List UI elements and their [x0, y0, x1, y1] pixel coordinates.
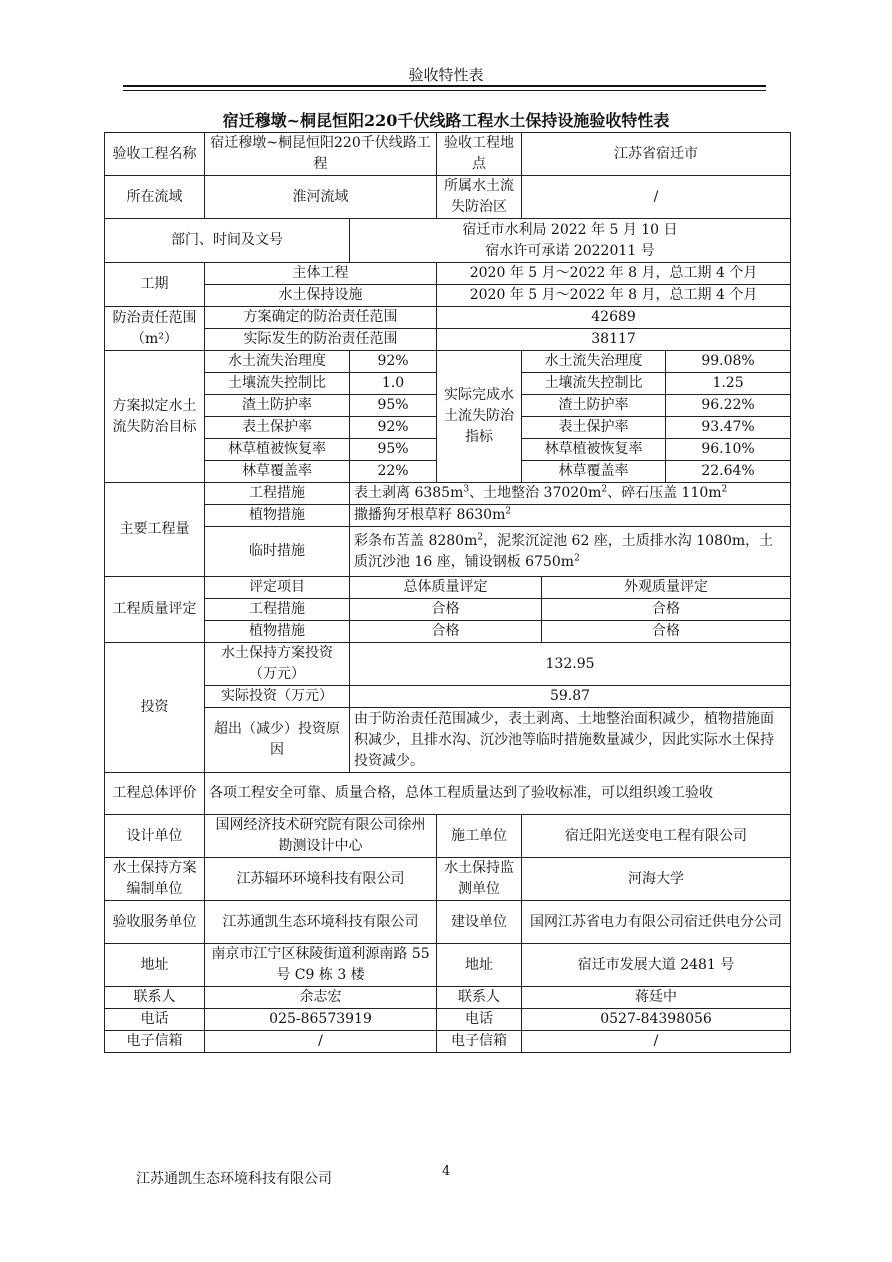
email-value: /	[205, 1031, 437, 1053]
basin-value: 淮河流域	[205, 176, 437, 219]
sup-3: 3	[463, 484, 470, 495]
works-eng-b: 、土地整治 37020m	[469, 485, 602, 501]
target-actual-name: 土壤流失控制比	[522, 373, 666, 395]
construct-label: 施工单位	[437, 815, 522, 858]
invest-plan-value: 132.95	[350, 643, 791, 686]
email-label: 电子信箱	[105, 1031, 205, 1053]
row-scope-plan	[105, 307, 791, 329]
row-evaluation	[105, 773, 791, 815]
works-eng-a: 表土剥离 6385m	[354, 485, 464, 501]
row-works-veg	[105, 505, 791, 527]
invest-diff-value: 由于防治责任范围减少，表土剥离、土地整治面积减少，植物措施面积减少，且排水沟、沉沙池等临时措施数量减少，因此实际水土保持投资减少。	[350, 708, 791, 773]
build-label: 建设单位	[437, 901, 522, 944]
approval-value	[350, 219, 791, 263]
row-scope-actual	[105, 329, 791, 351]
row-invest-actual	[105, 686, 791, 708]
target-actual-name: 表土保护率	[522, 417, 666, 439]
table-title: 宿迁穆墩~桐昆恒阳220千伏线路工程水土保持设施验收特性表	[222, 111, 670, 130]
target-actual-name: 林草植被恢复率	[522, 439, 666, 461]
target-actual-value: 96.10%	[666, 439, 791, 461]
period-main-value: 2020 年 5 月～2022 年 8 月，总工期 4 个月	[437, 263, 791, 285]
row-works-tmp	[105, 527, 791, 577]
email2-value: /	[522, 1031, 791, 1053]
works-tmp-label: 临时措施	[205, 527, 350, 577]
works-tmp-a: 彩条布苫盖 8280m	[354, 532, 478, 549]
targets-plan-label: 方案拟定水土流失防治目标	[105, 351, 205, 483]
quality-item-label: 评定项目	[205, 577, 350, 599]
period-swc-value: 2020 年 5 月～2022 年 8 月，总工期 4 个月	[437, 285, 791, 307]
phone2-value: 0527-84398056	[522, 1009, 791, 1031]
quality-veg-appearance: 合格	[542, 621, 791, 643]
project-location-label: 验收工程地点	[437, 133, 522, 176]
invest-plan-label: 水土保持方案投资（万元）	[205, 643, 350, 686]
scope-actual-value: 38117	[437, 329, 791, 351]
period-main-label: 主体工程	[205, 263, 437, 285]
approval-line-1: 宿迁市水利局 2022 年 5 月 10 日	[462, 221, 678, 238]
design-value: 国网经济技术研究院有限公司徐州勘测设计中心	[205, 815, 437, 858]
quality-overall-label: 总体质量评定	[350, 577, 542, 599]
row-period-swc	[105, 285, 791, 307]
basin-label: 所在流域	[105, 176, 205, 219]
row-email	[105, 1031, 791, 1053]
zone-value: /	[522, 176, 791, 219]
row-service-unit	[105, 901, 791, 944]
target-name: 土壤流失控制比	[205, 373, 350, 395]
project-name-label: 验收工程名称	[105, 133, 205, 176]
scope-label: 防治责任范围（m²）	[105, 307, 205, 351]
project-location-value: 江苏省宿迁市	[522, 133, 791, 176]
works-veg-value	[350, 505, 791, 527]
row-design-unit	[105, 815, 791, 858]
target-actual-value: 96.22%	[666, 395, 791, 417]
target-actual-name: 渣土防护率	[522, 395, 666, 417]
target-plan-value: 92%	[350, 351, 437, 373]
target-plan-value: 1.0	[350, 373, 437, 395]
page-number: 4	[442, 1164, 451, 1179]
sup-2: 2	[505, 506, 512, 517]
project-name-value: 宿迁穆墩~桐昆恒阳220千伏线路工程	[205, 133, 437, 176]
footer-company: 江苏通凯生态环境科技有限公司	[136, 1171, 332, 1187]
works-eng-value	[350, 483, 791, 505]
target-actual-value: 22.64%	[666, 461, 791, 483]
quality-eng-label: 工程措施	[205, 599, 350, 621]
quality-veg-overall: 合格	[350, 621, 542, 643]
target-name: 表土保护率	[205, 417, 350, 439]
contact2-value: 蒋廷中	[522, 987, 791, 1009]
plan-unit-label: 水土保持方案编制单位	[105, 858, 205, 901]
contact-label: 联系人	[105, 987, 205, 1009]
page-header: 验收特性表	[408, 66, 484, 84]
construct-value: 宿迁阳光送变电工程有限公司	[522, 815, 791, 858]
service-value: 江苏通凯生态环境科技有限公司	[205, 901, 437, 944]
sup-2: 2	[721, 484, 728, 495]
works-eng-label: 工程措施	[205, 483, 350, 505]
monitor-label: 水土保持监测单位	[437, 858, 522, 901]
investment-label: 投资	[105, 643, 205, 773]
targets-actual-label: 实际完成水土流失防治指标	[437, 351, 522, 483]
target-row	[105, 351, 791, 373]
row-address	[105, 944, 791, 987]
period-label: 工期	[105, 263, 205, 307]
zone-label: 所属水土流失防治区	[437, 176, 522, 219]
row-approval	[105, 219, 791, 263]
works-eng-c: 、碎石压盖 110m	[607, 485, 722, 501]
invest-actual-value: 59.87	[350, 686, 791, 708]
target-plan-value: 22%	[350, 461, 437, 483]
approval-line-2: 宿水许可承诺 2022011 号	[485, 242, 655, 259]
address-label: 地址	[105, 944, 205, 987]
row-quality-eng	[105, 599, 791, 621]
works-tmp-value	[350, 527, 791, 577]
quality-eng-appearance: 合格	[542, 599, 791, 621]
works-veg-label: 植物措施	[205, 505, 350, 527]
row-quality-head	[105, 577, 791, 599]
acceptance-table	[104, 132, 791, 1053]
quality-veg-label: 植物措施	[205, 621, 350, 643]
invest-actual-label: 实际投资（万元）	[205, 686, 350, 708]
row-period-main	[105, 263, 791, 285]
target-actual-value: 99.08%	[666, 351, 791, 373]
monitor-value: 河海大学	[522, 858, 791, 901]
period-swc-label: 水土保持设施	[205, 285, 437, 307]
target-name: 渣土防护率	[205, 395, 350, 417]
phone-label: 电话	[105, 1009, 205, 1031]
header-rule-thin	[123, 90, 766, 91]
scope-actual-label: 实际发生的防治责任范围	[205, 329, 437, 351]
target-actual-value: 93.47%	[666, 417, 791, 439]
row-project-name	[105, 133, 791, 176]
build-value: 国网江苏省电力有限公司宿迁供电分公司	[522, 901, 791, 944]
target-name: 林草覆盖率	[205, 461, 350, 483]
scope-plan-value: 42689	[437, 307, 791, 329]
contact-value: 余志宏	[205, 987, 437, 1009]
quality-appearance-label: 外观质量评定	[542, 577, 791, 599]
sup-2: 2	[477, 531, 484, 542]
plan-unit-value: 江苏辐环环境科技有限公司	[205, 858, 437, 901]
works-label: 主要工程量	[105, 483, 205, 577]
row-contact	[105, 987, 791, 1009]
row-invest-diff	[105, 708, 791, 773]
service-label: 验收服务单位	[105, 901, 205, 944]
contact2-label: 联系人	[437, 987, 522, 1009]
row-quality-veg	[105, 621, 791, 643]
header-rule-thick	[123, 85, 766, 87]
approval-label: 部门、时间及文号	[105, 219, 350, 263]
evaluation-label: 工程总体评价	[105, 773, 205, 815]
row-invest-plan	[105, 643, 791, 686]
target-name: 林草植被恢复率	[205, 439, 350, 461]
works-tmp-b: ，泥浆沉淀池 62 座，土质排水沟 1080m，土质沉沙池 16 座，铺设钢板 6750m	[354, 532, 774, 570]
address2-value: 宿迁市发展大道 2481 号	[522, 944, 791, 987]
row-plan-unit	[105, 858, 791, 901]
quality-eng-overall: 合格	[350, 599, 542, 621]
target-plan-value: 95%	[350, 439, 437, 461]
quality-label: 工程质量评定	[105, 577, 205, 643]
target-plan-value: 92%	[350, 417, 437, 439]
sup-2: 2	[601, 484, 608, 495]
target-plan-value: 95%	[350, 395, 437, 417]
phone-value: 025-86573919	[205, 1009, 437, 1031]
design-label: 设计单位	[105, 815, 205, 858]
scope-plan-label: 方案确定的防治责任范围	[205, 307, 437, 329]
target-actual-name: 水土流失治理度	[522, 351, 666, 373]
evaluation-value: 各项工程安全可靠、质量合格，总体工程质量达到了验收标准，可以组织竣工验收	[205, 773, 791, 815]
address2-label: 地址	[437, 944, 522, 987]
row-basin	[105, 176, 791, 219]
target-name: 水土流失治理度	[205, 351, 350, 373]
email2-label: 电子信箱	[437, 1031, 522, 1053]
row-works-eng	[105, 483, 791, 505]
phone2-label: 电话	[437, 1009, 522, 1031]
address-value: 南京市江宁区秣陵街道利源南路 55 号 C9 栋 3 楼	[205, 944, 437, 987]
target-actual-name: 林草覆盖率	[522, 461, 666, 483]
invest-diff-label: 超出（减少）投资原因	[205, 708, 350, 773]
works-veg-a: 撒播狗牙根草籽 8630m	[354, 507, 506, 523]
target-actual-value: 1.25	[666, 373, 791, 395]
sup-2: 2	[574, 552, 580, 563]
row-phone	[105, 1009, 791, 1031]
